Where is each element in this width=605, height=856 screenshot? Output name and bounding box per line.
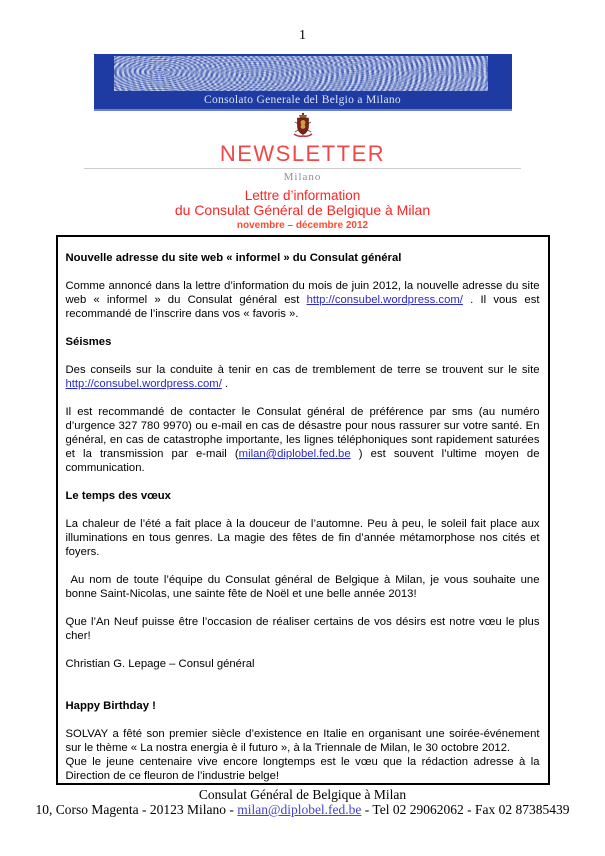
section-heading: Le temps des vœux — [65, 490, 171, 502]
paragraph: Que le jeune centenaire vive encore longtemps est le vœu que la rédaction adresse à la Direction de ce fleuron de l’industrie belge! — [65, 756, 540, 782]
footer-address-pre: 10, Corso Magenta - 20123 Milano - — [35, 802, 238, 817]
masthead-divider — [84, 168, 521, 169]
page-number: 1 — [299, 28, 306, 43]
section-heading: Séismes — [65, 336, 112, 348]
newsletter-masthead-title: NEWSLETTER — [219, 141, 386, 166]
section-heading: Nouvelle adresse du site web « informel » du Consulat général — [65, 252, 402, 264]
footer-email-link[interactable]: milan@diplobel.fed.be — [237, 802, 362, 817]
paragraph: SOLVAY a fêté son premier siècle d’existence en Italie en organisant une soirée-événement sur le thème « La nostra energia è il futuro », à la Triennale de Milan, le 30 octobre 2012. — [65, 728, 540, 754]
title-line1: Lettre d’information — [244, 188, 361, 203]
inline-link[interactable]: http://consubel.wordpress.com/ — [65, 378, 222, 390]
newsletter-body-box — [56, 235, 550, 785]
footer-address-post: - Tel 02 29062062 - Fax 02 87385439 — [361, 802, 570, 817]
belgian-crest-icon — [292, 112, 314, 139]
banner-caption: Consolato Generale del Belgio a Milano — [204, 94, 401, 106]
section-heading: Happy Birthday ! — [65, 700, 156, 712]
paragraph: Comme annoncé dans la lettre d’information du mois de juin 2012, la nouvelle adresse du site web « informel » du Consulat général est http://consubel.wordpress.com/ . Il vous est recommandé de l’inscrire dans vos « favoris ». — [65, 280, 540, 320]
paragraph: Des conseils sur la conduite à tenir en cas de tremblement de terre se trouvent sur le site http://consubel.wordpress.com/ . — [65, 364, 540, 390]
crest-row — [0, 112, 605, 140]
footer — [0, 787, 605, 817]
paragraph: La chaleur de l’été a fait place à la douceur de l’automne. Peu à peu, le soleil fait place aux illuminations en tous genres. La magie des fêtes de fin d’année métamorphose nos cités et foyers. — [65, 518, 540, 558]
paragraph: Que l’An Neuf puisse être l’occasion de réaliser certains de vos désirs est notre vœu le plus cher! — [65, 616, 540, 642]
masthead-subtitle: Milano — [283, 171, 322, 183]
title-date: novembre – décembre 2012 — [236, 220, 369, 231]
footer-consulate-name: Consulat Général de Belgique à Milan — [198, 787, 407, 802]
banner-marble-texture — [114, 56, 488, 91]
inline-link[interactable]: http://consubel.wordpress.com/ — [306, 294, 463, 306]
paragraph: Au nom de toute l’équipe du Consulat général de Belgique à Milan, je vous souhaite une bonne Saint-Nicolas, une sainte fête de Noël et une belle année 2013! — [65, 574, 540, 600]
paragraph: Christian G. Lepage – Consul général — [65, 658, 255, 670]
consulate-banner — [94, 54, 512, 111]
footer-address-line — [0, 802, 605, 817]
paragraph: Il est recommandé de contacter le Consulat général de préférence par sms (au numéro d’urgence 327 780 9970) ou e-mail en cas de désastre pour nous rassurer sur votre santé. En général, en cas de catastrophe importante, les lignes téléphoniques sont rapidement saturées et la transmission par e-mail (milan@diplobel.fed.be ) est souvent l’ultime moyen de communication. — [65, 406, 540, 474]
title-line2: du Consulat Général de Belgique à Milan — [174, 202, 431, 218]
inline-link[interactable]: milan@diplobel.fed.be — [238, 448, 351, 460]
